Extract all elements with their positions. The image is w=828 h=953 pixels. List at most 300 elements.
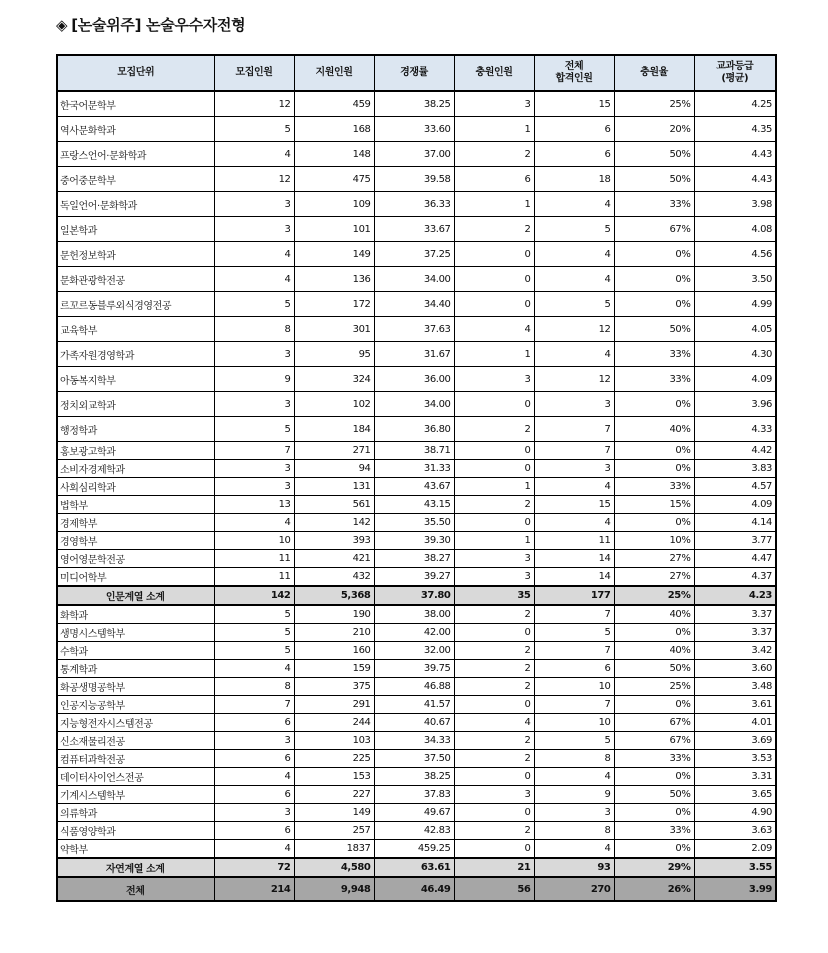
cell-dept: 기계시스템학부	[57, 786, 214, 804]
cell-grade-avg: 3.50	[694, 267, 776, 292]
cell-grade-avg: 4.99	[694, 292, 776, 317]
cell-total-admitted: 3	[534, 392, 614, 417]
cell-quota: 4	[214, 660, 294, 678]
cell-additional: 0	[454, 624, 534, 642]
table-row	[57, 642, 776, 660]
cell-grade-avg: 3.69	[694, 732, 776, 750]
cell-dept: 독일언어·문화학과	[57, 192, 214, 217]
cell-quota: 4	[214, 514, 294, 532]
cell-ratio: 46.49	[374, 877, 454, 901]
diamond-icon: ◈	[56, 16, 68, 34]
cell-total-admitted: 10	[534, 678, 614, 696]
cell-quota: 4	[214, 242, 294, 267]
cell-additional: 4	[454, 317, 534, 342]
cell-ratio: 37.25	[374, 242, 454, 267]
cell-applicants: 101	[294, 217, 374, 242]
cell-total-admitted: 15	[534, 91, 614, 117]
cell-total-admitted: 8	[534, 822, 614, 840]
cell-total-admitted: 8	[534, 750, 614, 768]
cell-quota: 8	[214, 678, 294, 696]
cell-additional: 56	[454, 877, 534, 901]
cell-grade-avg: 4.23	[694, 586, 776, 605]
table-row	[57, 568, 776, 587]
cell-quota: 214	[214, 877, 294, 901]
cell-grade-avg: 2.09	[694, 840, 776, 859]
cell-additional: 4	[454, 714, 534, 732]
table-row	[57, 342, 776, 367]
cell-ratio: 63.61	[374, 858, 454, 877]
cell-dept: 행정학과	[57, 417, 214, 442]
cell-dept: 신소재물리전공	[57, 732, 214, 750]
cell-quota: 3	[214, 192, 294, 217]
page-title	[56, 14, 245, 35]
cell-dept: 데이터사이언스전공	[57, 768, 214, 786]
table-row	[57, 317, 776, 342]
cell-ratio: 39.75	[374, 660, 454, 678]
cell-quota: 5	[214, 117, 294, 142]
cell-grade-avg: 3.48	[694, 678, 776, 696]
cell-dept: 미디어학부	[57, 568, 214, 587]
cell-fill-rate: 27%	[614, 550, 694, 568]
cell-ratio: 43.67	[374, 478, 454, 496]
cell-additional: 0	[454, 768, 534, 786]
cell-dept: 문헌정보학과	[57, 242, 214, 267]
cell-total-admitted: 5	[534, 217, 614, 242]
cell-ratio: 459.25	[374, 840, 454, 859]
cell-applicants: 375	[294, 678, 374, 696]
cell-additional: 1	[454, 192, 534, 217]
cell-additional: 1	[454, 117, 534, 142]
cell-quota: 12	[214, 91, 294, 117]
cell-grade-avg: 4.30	[694, 342, 776, 367]
cell-additional: 0	[454, 460, 534, 478]
cell-quota: 12	[214, 167, 294, 192]
cell-applicants: 153	[294, 768, 374, 786]
cell-ratio: 41.57	[374, 696, 454, 714]
cell-dept: 한국어문학부	[57, 91, 214, 117]
cell-ratio: 31.67	[374, 342, 454, 367]
cell-dept: 인공지능공학부	[57, 696, 214, 714]
cell-additional: 3	[454, 550, 534, 568]
cell-fill-rate: 0%	[614, 624, 694, 642]
cell-applicants: 103	[294, 732, 374, 750]
cell-dept: 경영학부	[57, 532, 214, 550]
cell-total-admitted: 4	[534, 840, 614, 859]
cell-applicants: 190	[294, 605, 374, 624]
cell-fill-rate: 0%	[614, 840, 694, 859]
cell-additional: 2	[454, 417, 534, 442]
cell-fill-rate: 67%	[614, 732, 694, 750]
cell-additional: 3	[454, 367, 534, 392]
cell-dept: 가족자원경영학과	[57, 342, 214, 367]
cell-additional: 0	[454, 804, 534, 822]
cell-applicants: 475	[294, 167, 374, 192]
cell-quota: 72	[214, 858, 294, 877]
cell-ratio: 36.80	[374, 417, 454, 442]
cell-quota: 6	[214, 822, 294, 840]
header-grade-avg: 교과등급 (평균)	[694, 55, 776, 91]
cell-grade-avg: 4.57	[694, 478, 776, 496]
cell-fill-rate: 25%	[614, 586, 694, 605]
cell-grade-avg: 4.25	[694, 91, 776, 117]
table-row	[57, 714, 776, 732]
cell-fill-rate: 0%	[614, 267, 694, 292]
cell-quota: 6	[214, 714, 294, 732]
cell-ratio: 37.00	[374, 142, 454, 167]
cell-grade-avg: 3.65	[694, 786, 776, 804]
cell-quota: 8	[214, 317, 294, 342]
cell-additional: 2	[454, 217, 534, 242]
cell-fill-rate: 0%	[614, 514, 694, 532]
cell-additional: 0	[454, 267, 534, 292]
cell-applicants: 149	[294, 804, 374, 822]
cell-applicants: 301	[294, 317, 374, 342]
cell-total-admitted: 7	[534, 605, 614, 624]
total-row	[57, 877, 776, 901]
cell-grade-avg: 3.31	[694, 768, 776, 786]
table-row	[57, 267, 776, 292]
cell-additional: 0	[454, 514, 534, 532]
cell-grade-avg: 4.05	[694, 317, 776, 342]
cell-ratio: 36.33	[374, 192, 454, 217]
cell-quota: 11	[214, 550, 294, 568]
cell-applicants: 271	[294, 442, 374, 460]
cell-quota: 3	[214, 342, 294, 367]
cell-ratio: 33.67	[374, 217, 454, 242]
cell-dept: 홍보광고학과	[57, 442, 214, 460]
cell-total-admitted: 270	[534, 877, 614, 901]
cell-additional: 6	[454, 167, 534, 192]
table-row	[57, 167, 776, 192]
cell-total-admitted: 7	[534, 642, 614, 660]
cell-fill-rate: 33%	[614, 750, 694, 768]
cell-fill-rate: 0%	[614, 242, 694, 267]
cell-total-admitted: 6	[534, 142, 614, 167]
table-row	[57, 292, 776, 317]
cell-total-admitted: 5	[534, 624, 614, 642]
cell-dept: 문화관광학전공	[57, 267, 214, 292]
cell-applicants: 244	[294, 714, 374, 732]
cell-grade-avg: 4.42	[694, 442, 776, 460]
cell-total-admitted: 12	[534, 367, 614, 392]
cell-total-admitted: 7	[534, 442, 614, 460]
cell-fill-rate: 50%	[614, 660, 694, 678]
cell-fill-rate: 10%	[614, 532, 694, 550]
cell-additional: 2	[454, 678, 534, 696]
cell-dept: 아동복지학부	[57, 367, 214, 392]
cell-additional: 0	[454, 242, 534, 267]
cell-total-admitted: 12	[534, 317, 614, 342]
cell-total-admitted: 6	[534, 660, 614, 678]
cell-applicants: 142	[294, 514, 374, 532]
cell-fill-rate: 50%	[614, 142, 694, 167]
cell-ratio: 43.15	[374, 496, 454, 514]
cell-applicants: 136	[294, 267, 374, 292]
cell-dept: 통계학과	[57, 660, 214, 678]
cell-quota: 9	[214, 367, 294, 392]
cell-applicants: 1837	[294, 840, 374, 859]
table-row	[57, 367, 776, 392]
cell-ratio: 34.00	[374, 267, 454, 292]
cell-quota: 3	[214, 478, 294, 496]
page-title-text: [논술위주] 논술우수자전형	[71, 16, 246, 34]
cell-total-admitted: 11	[534, 532, 614, 550]
cell-fill-rate: 67%	[614, 714, 694, 732]
cell-quota: 6	[214, 750, 294, 768]
cell-total-admitted: 18	[534, 167, 614, 192]
cell-fill-rate: 33%	[614, 192, 694, 217]
table-row	[57, 392, 776, 417]
table-row	[57, 417, 776, 442]
cell-ratio: 32.00	[374, 642, 454, 660]
cell-applicants: 324	[294, 367, 374, 392]
cell-grade-avg: 4.43	[694, 167, 776, 192]
cell-applicants: 257	[294, 822, 374, 840]
table-row	[57, 442, 776, 460]
cell-dept: 정치외교학과	[57, 392, 214, 417]
cell-ratio: 42.83	[374, 822, 454, 840]
cell-fill-rate: 33%	[614, 478, 694, 496]
cell-fill-rate: 0%	[614, 696, 694, 714]
cell-quota: 5	[214, 292, 294, 317]
table-row	[57, 460, 776, 478]
cell-additional: 35	[454, 586, 534, 605]
cell-additional: 2	[454, 642, 534, 660]
cell-grade-avg: 3.53	[694, 750, 776, 768]
cell-ratio: 38.25	[374, 91, 454, 117]
cell-applicants: 168	[294, 117, 374, 142]
cell-fill-rate: 50%	[614, 167, 694, 192]
cell-quota: 11	[214, 568, 294, 587]
cell-applicants: 109	[294, 192, 374, 217]
table-row	[57, 478, 776, 496]
cell-fill-rate: 67%	[614, 217, 694, 242]
cell-ratio: 36.00	[374, 367, 454, 392]
cell-additional: 0	[454, 840, 534, 859]
table-row	[57, 840, 776, 859]
cell-fill-rate: 40%	[614, 642, 694, 660]
cell-dept: 프랑스언어·문화학과	[57, 142, 214, 167]
table-row	[57, 732, 776, 750]
cell-total-admitted: 177	[534, 586, 614, 605]
header-row	[57, 55, 776, 91]
cell-dept: 화공생명공학부	[57, 678, 214, 696]
table-row	[57, 550, 776, 568]
cell-quota: 142	[214, 586, 294, 605]
cell-applicants: 95	[294, 342, 374, 367]
cell-dept: 의류학과	[57, 804, 214, 822]
cell-grade-avg: 3.99	[694, 877, 776, 901]
cell-additional: 3	[454, 91, 534, 117]
cell-ratio: 49.67	[374, 804, 454, 822]
cell-total-admitted: 7	[534, 696, 614, 714]
cell-applicants: 225	[294, 750, 374, 768]
cell-additional: 0	[454, 292, 534, 317]
cell-grade-avg: 3.61	[694, 696, 776, 714]
cell-ratio: 39.27	[374, 568, 454, 587]
cell-fill-rate: 33%	[614, 822, 694, 840]
cell-quota: 5	[214, 624, 294, 642]
cell-ratio: 46.88	[374, 678, 454, 696]
table-row	[57, 532, 776, 550]
subtotal-row-natural	[57, 858, 776, 877]
header-fill-rate: 충원율	[614, 55, 694, 91]
cell-quota: 6	[214, 786, 294, 804]
cell-dept: 식품영양학과	[57, 822, 214, 840]
cell-ratio: 31.33	[374, 460, 454, 478]
table-row	[57, 142, 776, 167]
cell-total-admitted: 4	[534, 242, 614, 267]
cell-dept: 소비자경제학과	[57, 460, 214, 478]
cell-quota: 4	[214, 267, 294, 292]
cell-grade-avg: 3.77	[694, 532, 776, 550]
cell-fill-rate: 27%	[614, 568, 694, 587]
cell-grade-avg: 4.14	[694, 514, 776, 532]
results-table	[56, 54, 777, 902]
cell-total-admitted: 14	[534, 568, 614, 587]
cell-fill-rate: 25%	[614, 91, 694, 117]
cell-grade-avg: 4.33	[694, 417, 776, 442]
cell-additional: 0	[454, 696, 534, 714]
cell-quota: 3	[214, 804, 294, 822]
cell-total-admitted: 15	[534, 496, 614, 514]
cell-total-admitted: 4	[534, 192, 614, 217]
cell-grade-avg: 3.63	[694, 822, 776, 840]
cell-quota: 5	[214, 605, 294, 624]
table-row	[57, 804, 776, 822]
cell-additional: 2	[454, 732, 534, 750]
cell-additional: 2	[454, 660, 534, 678]
table-row	[57, 660, 776, 678]
table-row	[57, 242, 776, 267]
cell-additional: 2	[454, 496, 534, 514]
cell-dept: 화학과	[57, 605, 214, 624]
table-row	[57, 624, 776, 642]
cell-fill-rate: 40%	[614, 605, 694, 624]
table-row	[57, 750, 776, 768]
cell-additional: 3	[454, 786, 534, 804]
cell-quota: 7	[214, 696, 294, 714]
cell-additional: 2	[454, 142, 534, 167]
cell-grade-avg: 4.01	[694, 714, 776, 732]
cell-quota: 4	[214, 840, 294, 859]
table-row	[57, 786, 776, 804]
cell-total-admitted: 5	[534, 732, 614, 750]
table-row	[57, 514, 776, 532]
cell-additional: 1	[454, 342, 534, 367]
cell-additional: 1	[454, 532, 534, 550]
cell-grade-avg: 4.09	[694, 496, 776, 514]
cell-fill-rate: 29%	[614, 858, 694, 877]
cell-ratio: 37.63	[374, 317, 454, 342]
cell-applicants: 561	[294, 496, 374, 514]
cell-applicants: 149	[294, 242, 374, 267]
cell-dept: 영어영문학전공	[57, 550, 214, 568]
cell-additional: 2	[454, 605, 534, 624]
table-row	[57, 605, 776, 624]
cell-grade-avg: 3.55	[694, 858, 776, 877]
header-applicants: 지원인원	[294, 55, 374, 91]
cell-quota: 4	[214, 142, 294, 167]
cell-ratio: 40.67	[374, 714, 454, 732]
cell-fill-rate: 40%	[614, 417, 694, 442]
cell-quota: 4	[214, 768, 294, 786]
cell-fill-rate: 33%	[614, 342, 694, 367]
cell-applicants: 227	[294, 786, 374, 804]
cell-fill-rate: 20%	[614, 117, 694, 142]
cell-ratio: 35.50	[374, 514, 454, 532]
cell-total-admitted: 4	[534, 267, 614, 292]
cell-quota: 10	[214, 532, 294, 550]
cell-grade-avg: 3.83	[694, 460, 776, 478]
cell-ratio: 38.25	[374, 768, 454, 786]
cell-grade-avg: 4.35	[694, 117, 776, 142]
cell-applicants: 131	[294, 478, 374, 496]
cell-total-admitted: 10	[534, 714, 614, 732]
cell-grade-avg: 4.47	[694, 550, 776, 568]
cell-dept: 수학과	[57, 642, 214, 660]
cell-dept: 법학부	[57, 496, 214, 514]
cell-dept: 사회심리학과	[57, 478, 214, 496]
cell-grade-avg: 4.43	[694, 142, 776, 167]
cell-ratio: 42.00	[374, 624, 454, 642]
cell-applicants: 184	[294, 417, 374, 442]
cell-ratio: 38.71	[374, 442, 454, 460]
cell-dept: 지능형전자시스템전공	[57, 714, 214, 732]
table-row	[57, 678, 776, 696]
cell-total-admitted: 3	[534, 460, 614, 478]
cell-total-admitted: 4	[534, 768, 614, 786]
cell-fill-rate: 0%	[614, 804, 694, 822]
header-ratio: 경쟁률	[374, 55, 454, 91]
cell-applicants: 160	[294, 642, 374, 660]
cell-additional: 3	[454, 568, 534, 587]
header-quota: 모집인원	[214, 55, 294, 91]
cell-dept: 약학부	[57, 840, 214, 859]
cell-ratio: 39.58	[374, 167, 454, 192]
cell-grade-avg: 4.56	[694, 242, 776, 267]
cell-total-admitted: 5	[534, 292, 614, 317]
cell-ratio: 34.40	[374, 292, 454, 317]
cell-grade-avg: 4.90	[694, 804, 776, 822]
cell-dept: 역사문화학과	[57, 117, 214, 142]
cell-dept: 일본학과	[57, 217, 214, 242]
table-row	[57, 91, 776, 117]
cell-total-admitted: 4	[534, 478, 614, 496]
cell-quota: 3	[214, 217, 294, 242]
cell-additional: 2	[454, 750, 534, 768]
header-additional: 충원인원	[454, 55, 534, 91]
cell-dept: 교육학부	[57, 317, 214, 342]
cell-applicants: 172	[294, 292, 374, 317]
table-row	[57, 496, 776, 514]
cell-dept: 르꼬르동블루외식경영전공	[57, 292, 214, 317]
cell-ratio: 37.50	[374, 750, 454, 768]
cell-applicants: 421	[294, 550, 374, 568]
cell-total-admitted: 14	[534, 550, 614, 568]
cell-dept: 자연계열 소계	[57, 858, 214, 877]
cell-dept: 컴퓨터과학전공	[57, 750, 214, 768]
cell-quota: 5	[214, 417, 294, 442]
table-row	[57, 768, 776, 786]
header-total-admitted: 전체 합격인원	[534, 55, 614, 91]
table-row	[57, 117, 776, 142]
cell-ratio: 34.00	[374, 392, 454, 417]
table-row	[57, 217, 776, 242]
cell-total-admitted: 6	[534, 117, 614, 142]
cell-additional: 21	[454, 858, 534, 877]
cell-ratio: 34.33	[374, 732, 454, 750]
